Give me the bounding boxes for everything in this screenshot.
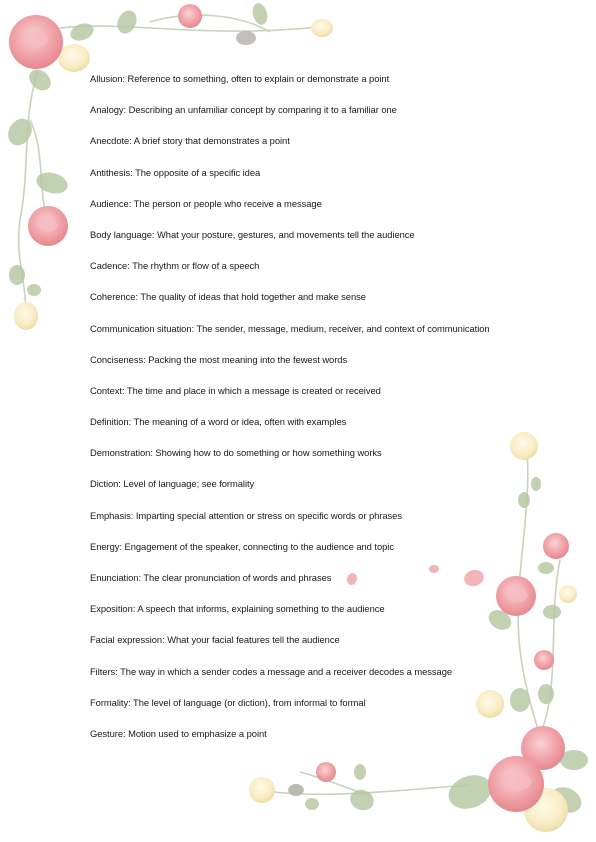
glossary-entry-gesture: Gesture: Motion used to emphasize a point	[90, 727, 267, 739]
glossary-entry-audience: Audience: The person or people who receive a message	[90, 197, 322, 209]
glossary-entry-emphasis: Emphasis: Imparting special attention or stress on specific words or phrases	[90, 509, 402, 521]
glossary-entry-antithesis: Antithesis: The opposite of a specific idea	[90, 166, 261, 178]
glossary-entry-anecdote: Anecdote: A brief story that demonstrates a point	[90, 135, 290, 147]
glossary-entry-demonstration: Demonstration: Showing how to do something or how something works	[90, 447, 382, 459]
glossary-entry-filters: Filters: The way in which a sender codes a message and a receiver decodes a message	[90, 665, 453, 677]
glossary-entry-analogy: Analogy: Describing an unfamiliar concept by comparing it to a familiar one	[90, 104, 397, 116]
glossary-entry-conciseness: Conciseness: Packing the most meaning into the fewest words	[90, 353, 348, 365]
glossary-entry-facial-expression: Facial expression: What your facial features tell the audience	[90, 634, 340, 646]
glossary-entry-exposition: Exposition: A speech that informs, explaining something to the audience	[90, 603, 385, 615]
glossary-entry-formality: Formality: The level of language (or diction), from informal to formal	[90, 696, 366, 708]
glossary-entry-body-language: Body language: What your posture, gestures, and movements tell the audience	[90, 228, 415, 240]
glossary-entry-enunciation: Enunciation: The clear pronunciation of words and phrases	[90, 572, 332, 583]
glossary-entry-diction: Diction: Level of language; see formality	[90, 478, 255, 490]
glossary-entry-coherence: Coherence: The quality of ideas that hold together and make sense	[90, 291, 366, 303]
glossary-entry-context: Context: The time and place in which a message is created or received	[90, 384, 381, 396]
glossary-list	[90, 72, 580, 758]
glossary-entry-communication-situation: Communication situation: The sender, message, medium, receiver, and context of communication	[90, 322, 490, 334]
glossary-entry-cadence: Cadence: The rhythm or flow of a speech	[90, 260, 260, 272]
glossary-entry-energy: Energy: Engagement of the speaker, connecting to the audience and topic	[90, 540, 394, 552]
glossary-entry-definition: Definition: The meaning of a word or idea, often with examples	[90, 416, 347, 428]
glossary-entry-allusion: Allusion: Reference to something, often to explain or demonstrate a point	[90, 73, 390, 84]
